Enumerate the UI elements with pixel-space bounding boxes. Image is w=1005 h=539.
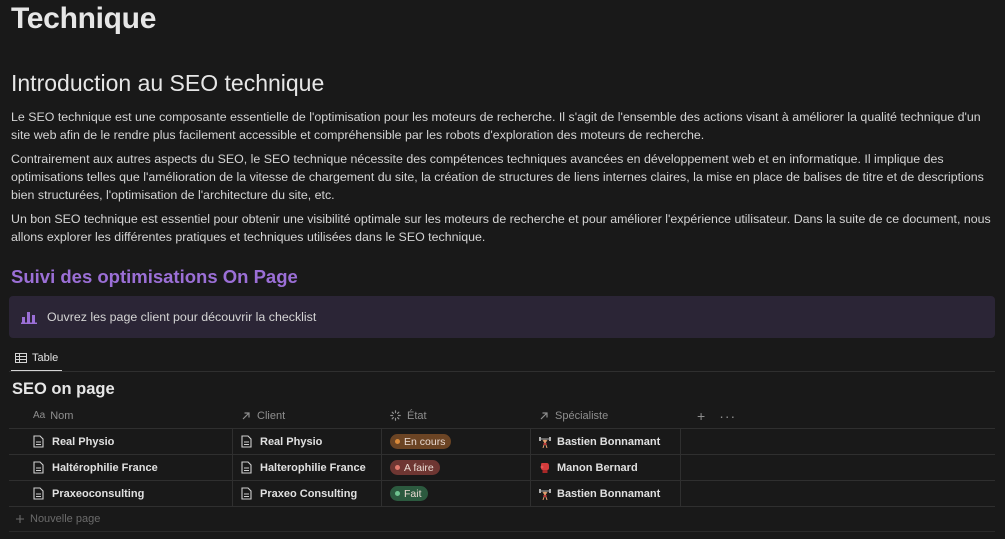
specialist-link[interactable]: Manon Bernard xyxy=(557,461,638,474)
specialist-link[interactable]: Bastien Bonnamant xyxy=(557,435,661,448)
table-header-row xyxy=(9,403,995,429)
status-dot xyxy=(395,439,400,444)
database-table xyxy=(9,403,995,532)
callout-text: Ouvrez les page client pour découvrir la checklist xyxy=(47,310,317,324)
column-label: Client xyxy=(257,409,286,422)
page-icon xyxy=(33,487,44,500)
cell-client[interactable] xyxy=(233,429,382,454)
row-name: Praxeoconsulting xyxy=(52,487,145,500)
page-icon xyxy=(33,435,44,448)
tabs-divider xyxy=(9,371,995,372)
page-icon xyxy=(241,461,252,474)
cell-specialiste[interactable] xyxy=(531,455,681,480)
cell-empty xyxy=(681,455,995,480)
status-badge xyxy=(390,460,440,475)
status-label: Fait xyxy=(404,487,422,500)
page-icon xyxy=(241,487,252,500)
column-label: État xyxy=(407,409,427,422)
new-page-label: Nouvelle page xyxy=(30,513,101,525)
new-page-button[interactable] xyxy=(9,507,995,532)
tab-label: Table xyxy=(32,352,59,364)
relation-arrow-icon xyxy=(539,411,549,421)
status-badge xyxy=(390,486,428,501)
page-title: Technique xyxy=(11,2,157,35)
table-icon xyxy=(15,353,27,363)
boxing-glove-icon xyxy=(539,462,551,474)
plus-icon xyxy=(15,514,25,524)
table-row[interactable] xyxy=(9,429,995,455)
row-name: Haltérophilie France xyxy=(52,461,158,474)
weightlifter-icon xyxy=(539,488,551,500)
callout xyxy=(9,296,995,338)
cell-nom[interactable] xyxy=(9,455,233,480)
cell-client[interactable] xyxy=(233,455,382,480)
cell-specialiste[interactable] xyxy=(531,481,681,506)
column-header-client[interactable] xyxy=(233,403,382,428)
column-label: Spécialiste xyxy=(555,409,609,422)
status-dot xyxy=(395,491,400,496)
client-link[interactable]: Praxeo Consulting xyxy=(260,487,358,500)
column-header-etat[interactable] xyxy=(382,403,531,428)
text-property-icon: Aa xyxy=(33,410,46,421)
client-link[interactable]: Halterophilie France xyxy=(260,461,366,474)
cell-etat[interactable] xyxy=(382,429,531,454)
cell-empty xyxy=(681,429,995,454)
page-icon xyxy=(33,461,44,474)
weightlifter-icon xyxy=(539,436,551,448)
onpage-heading: Suivi des optimisations On Page xyxy=(11,266,298,287)
row-name: Real Physio xyxy=(52,435,115,448)
cell-specialiste[interactable] xyxy=(531,429,681,454)
relation-arrow-icon xyxy=(241,411,251,421)
intro-heading: Introduction au SEO technique xyxy=(11,70,325,96)
status-spinner-icon xyxy=(390,410,401,421)
table-row[interactable] xyxy=(9,481,995,507)
cell-nom[interactable] xyxy=(9,429,233,454)
add-property-button[interactable]: + xyxy=(697,407,706,424)
cell-etat[interactable] xyxy=(382,481,531,506)
cell-etat[interactable] xyxy=(382,455,531,480)
bar-chart-icon xyxy=(21,310,37,324)
column-label: Nom xyxy=(50,409,74,422)
status-badge xyxy=(390,434,451,449)
cell-nom[interactable] xyxy=(9,481,233,506)
tab-table-view[interactable] xyxy=(11,346,62,372)
header-actions xyxy=(681,403,995,428)
status-label: A faire xyxy=(404,461,434,474)
table-row[interactable] xyxy=(9,455,995,481)
database-title[interactable]: SEO on page xyxy=(12,380,115,398)
status-label: En cours xyxy=(404,435,446,448)
specialist-link[interactable]: Bastien Bonnamant xyxy=(557,487,661,500)
page-icon xyxy=(241,435,252,448)
client-link[interactable]: Real Physio xyxy=(260,435,323,448)
intro-paragraph-3: Un bon SEO technique est essentiel pour obtenir une visibilité optimale sur les moteurs de recherche et pour améliorer l'expérience utilisateur. Dans la suite de ce document, nous allons explorer les différentes pratiques et techniques utilisées dans le SEO technique. xyxy=(11,212,991,244)
intro-paragraph-2: Contrairement aux autres aspects du SEO, le SEO technique nécessite des compétences techniques avancées en développement web et en informatique. Il implique des optimisations telles que l'amélioration de la vitesse de chargement du site, la création de structures de liens internes claires, la mise en place de balises de titre et de descriptions bien structurées, l'optimisation de l'architecture du site, etc. xyxy=(11,152,984,202)
column-header-nom[interactable] xyxy=(9,403,233,428)
cell-client[interactable] xyxy=(233,481,382,506)
column-header-specialiste[interactable] xyxy=(531,403,681,428)
cell-empty xyxy=(681,481,995,506)
more-options-button[interactable]: ··· xyxy=(719,407,737,424)
status-dot xyxy=(395,465,400,470)
intro-paragraph-1: Le SEO technique est une composante essentielle de l'optimisation pour les moteurs de recherche. Il s'agit de l'ensemble des actions visant à améliorer la qualité technique d'un site web afin de le rendre plus facilement accessible et compréhensible par les robots d'exploration des moteurs de recherche. xyxy=(11,110,981,142)
